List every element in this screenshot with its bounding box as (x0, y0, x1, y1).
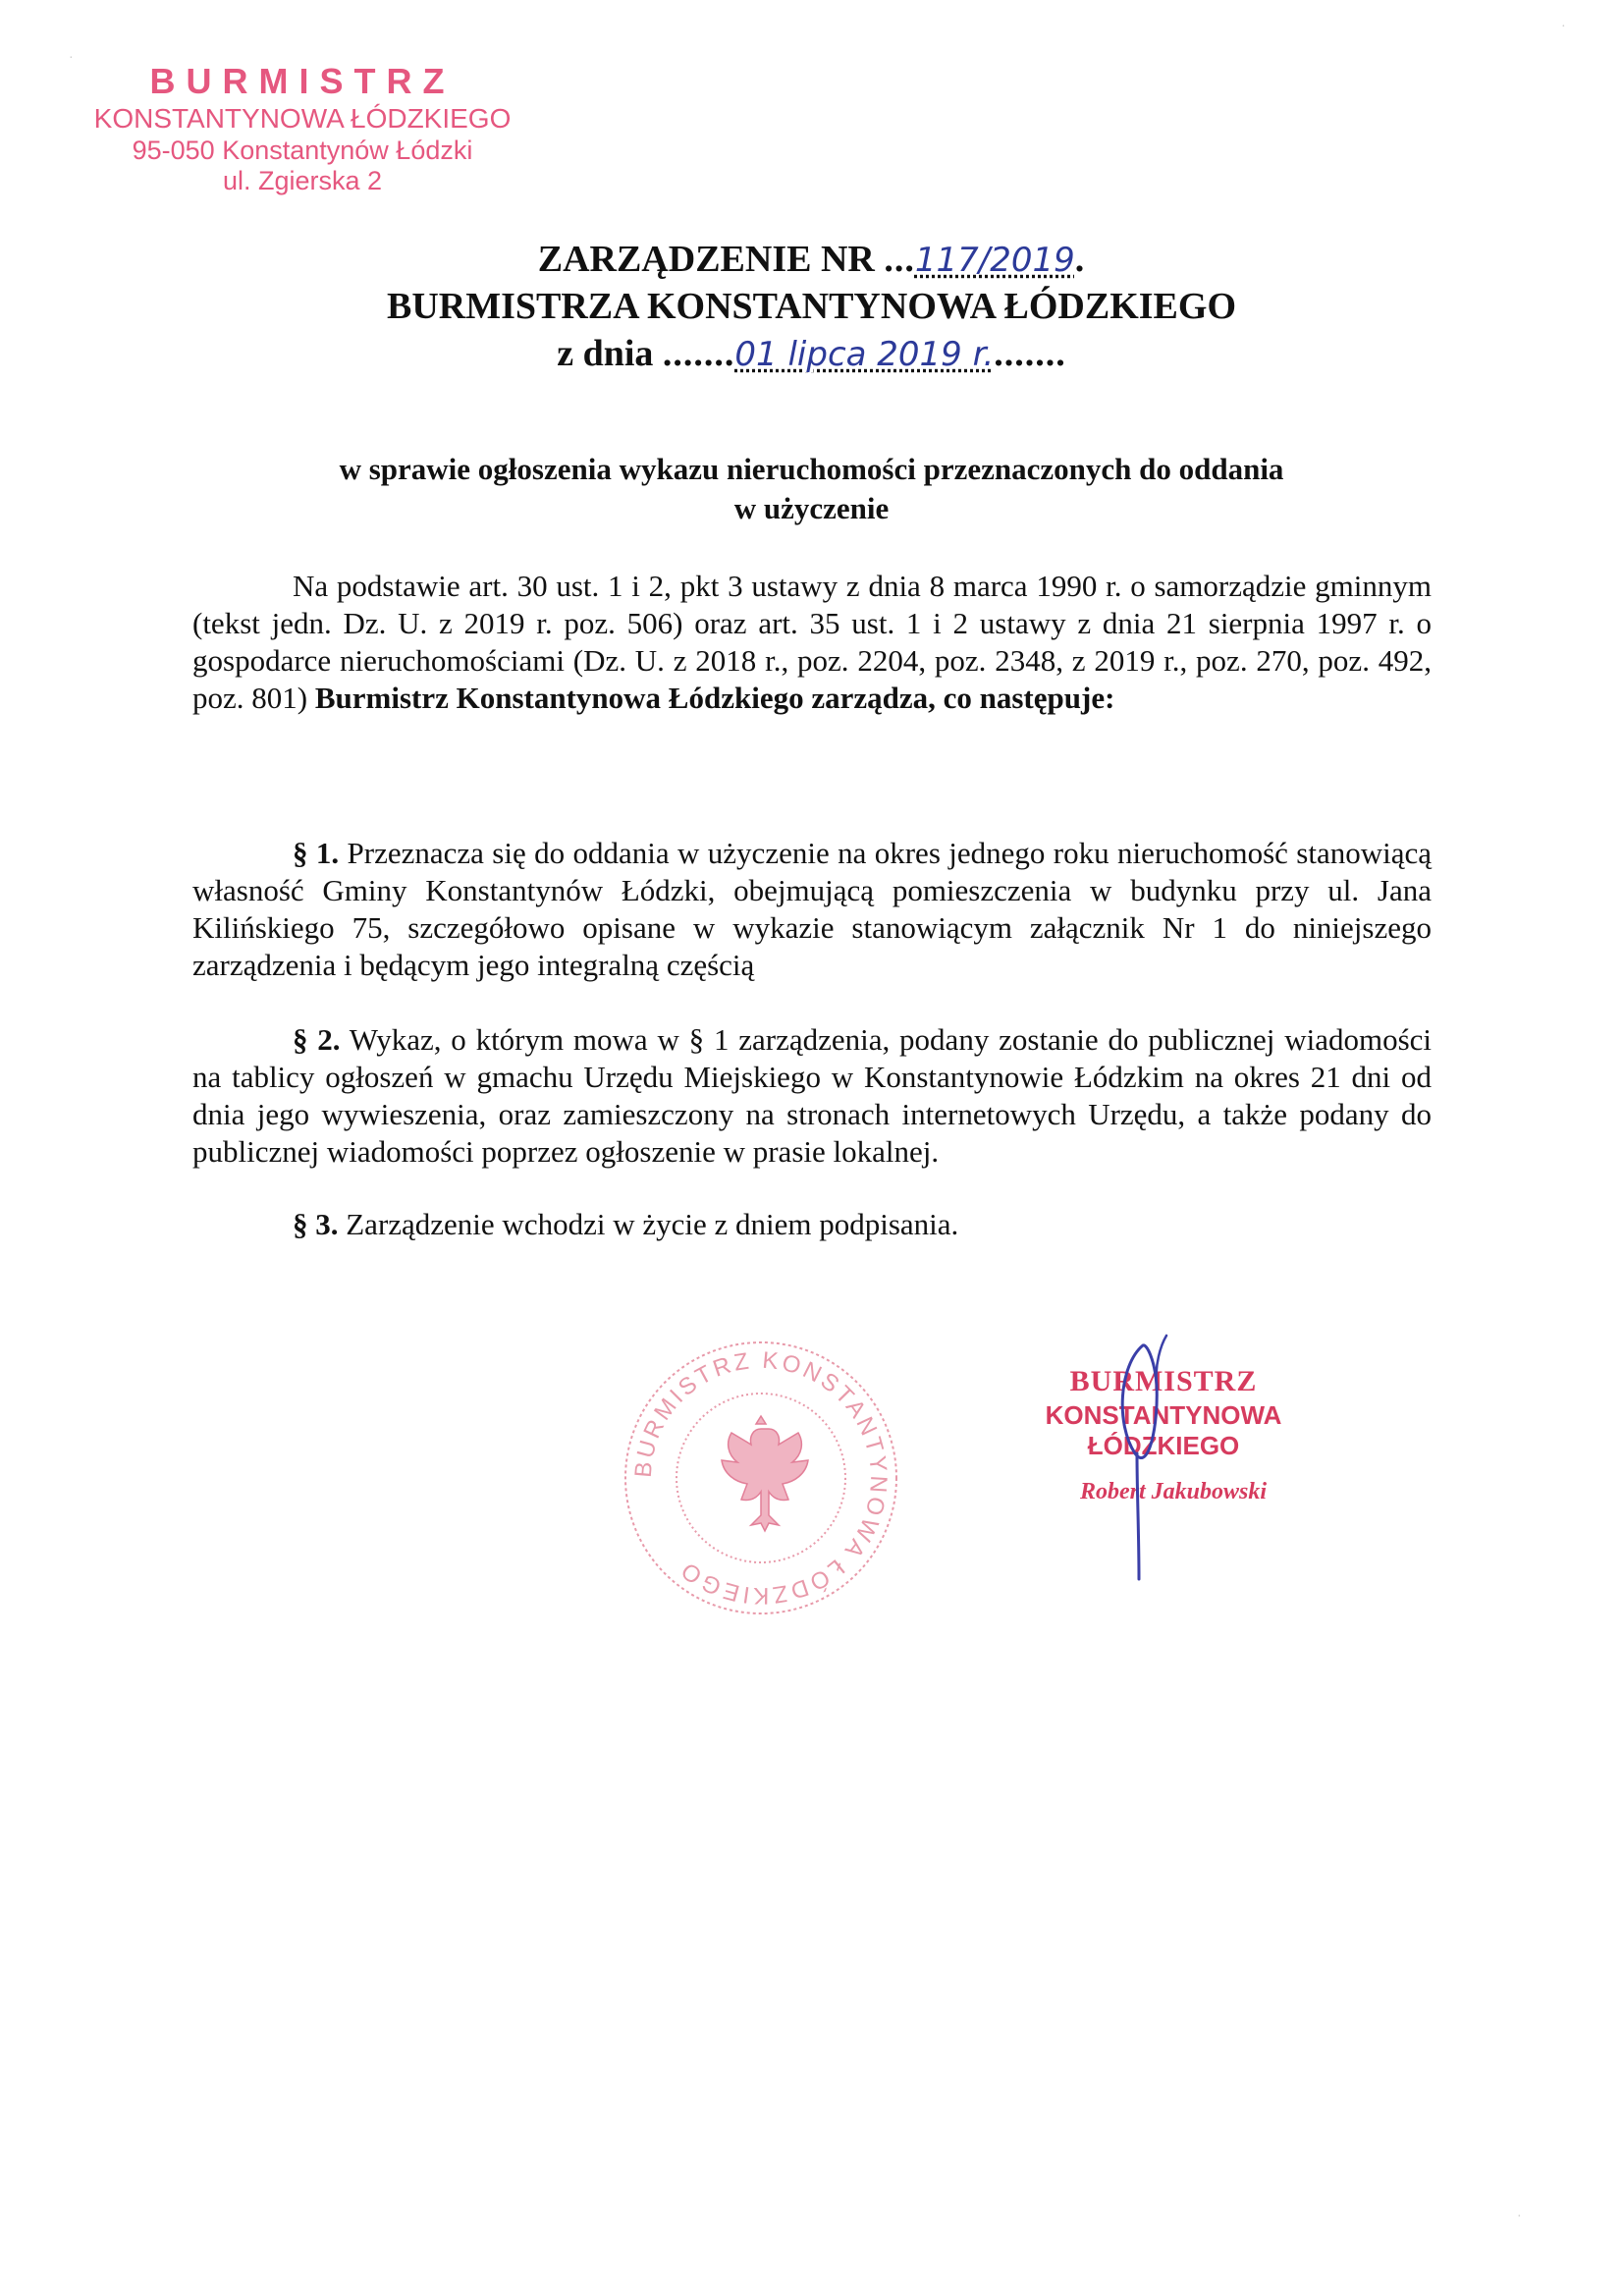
signature-stamp-name: Robert Jakubowski (1079, 1479, 1268, 1504)
subject-line-2: w użyczenie (733, 491, 890, 525)
document-header (0, 236, 1623, 377)
section-1 (192, 835, 1432, 984)
section-3-text: Zarządzenie wchodzi w życie z dniem podpisania. (338, 1207, 959, 1241)
scan-speck: · (69, 51, 74, 66)
section-2-text: Wykaz, o którym mowa w § 1 zarządzenia, podany zostanie do publicznej wiadomości na tablicy ogłoszeń w gmachu Urzędu Miejskiego w Konstantynowie Łódzkim na okres 21 dni od dnia jego wywieszenia, oraz zamieszczony na stronach internetowych Urzędu, a także podany do publicznej wiadomości poprzez ogłoszenie w prasie lokalnej. (192, 1022, 1433, 1169)
ordinance-number: 117/2019 (914, 241, 1075, 280)
legal-basis-decree: Burmistrz Konstantynowa Łódzkiego zarządza, co następuje: (314, 681, 1115, 715)
date-prefix: z dnia (557, 333, 654, 374)
office-stamp-title: BURMISTRZ (149, 61, 456, 101)
section-1-mark: § 1. (293, 836, 340, 870)
ordinance-title: ZARZĄDZENIE NR (537, 239, 875, 280)
eagle-emblem-icon (722, 1416, 808, 1531)
signature-stamp-title: BURMISTRZ (1069, 1365, 1258, 1397)
section-3 (192, 1206, 1432, 1243)
office-stamp-office: KONSTANTYNOWA ŁÓDZKIEGO (93, 103, 512, 135)
scan-speck: · (1517, 2210, 1522, 2224)
ordinance-subject (196, 450, 1427, 528)
official-seal (619, 1336, 903, 1620)
scan-speck: · (1561, 20, 1566, 34)
section-3-mark: § 3. (293, 1207, 339, 1241)
ordinance-number-line: ZARZĄDZENIE NR ...117/2019. (537, 239, 1086, 280)
ordinance-issuer: BURMISTRZA KONSTANTYNOWA ŁÓDZKIEGO (386, 286, 1237, 327)
office-stamp-postcode: 95-050 Konstantynów Łódzki (132, 135, 473, 165)
office-stamp-street: ul. Zgierska 2 (222, 166, 383, 196)
legal-basis-paragraph (192, 568, 1432, 717)
signature-stamp-office: KONSTANTYNOWA ŁÓDZKIEGO (1045, 1400, 1282, 1460)
ordinance-date-line: z dnia .......01 lipca 2019 r........ (557, 333, 1066, 374)
handwritten-signature (1041, 1306, 1237, 1591)
seal-outer-text: BURMISTRZ KONSTANTYNOWA ŁÓDZKIEGO (629, 1346, 893, 1610)
legal-basis-text: Na podstawie art. 30 ust. 1 i 2, pkt 3 ustawy z dnia 8 marca 1990 r. o samorządzie gminnym (tekst jedn. Dz. U. z 2019 r. poz. 506) oraz art. 35 ust. 1 i 2 ustawy z dnia 21 sierpnia 1997 r. o gospodarce nieruchomościami (Dz. U. z 2018 r., poz. 2204, poz. 2348, z 2019 r., poz. 270, poz. 492, poz. 801) (192, 569, 1432, 715)
subject-line-1: w sprawie ogłoszenia wykazu nieruchomości przeznaczonych do oddania (339, 452, 1284, 486)
ordinance-date: 01 lipca 2019 r. (734, 335, 995, 374)
section-1-text: Przeznacza się do oddania w użyczenie na okres jednego roku nieruchomość stanowiącą własność Gminy Konstantynów Łódzki, obejmującą pomieszczenia w budynku przy ul. Jana Kilińskiego 75, szczegółowo opisane w wykazie stanowiącym załącznik Nr 1 do niniejszego zarządzenia i będącym jego integralną częścią (192, 836, 1432, 982)
section-2-mark: § 2. (293, 1022, 341, 1057)
section-2 (192, 1021, 1432, 1171)
office-stamp (86, 61, 518, 197)
